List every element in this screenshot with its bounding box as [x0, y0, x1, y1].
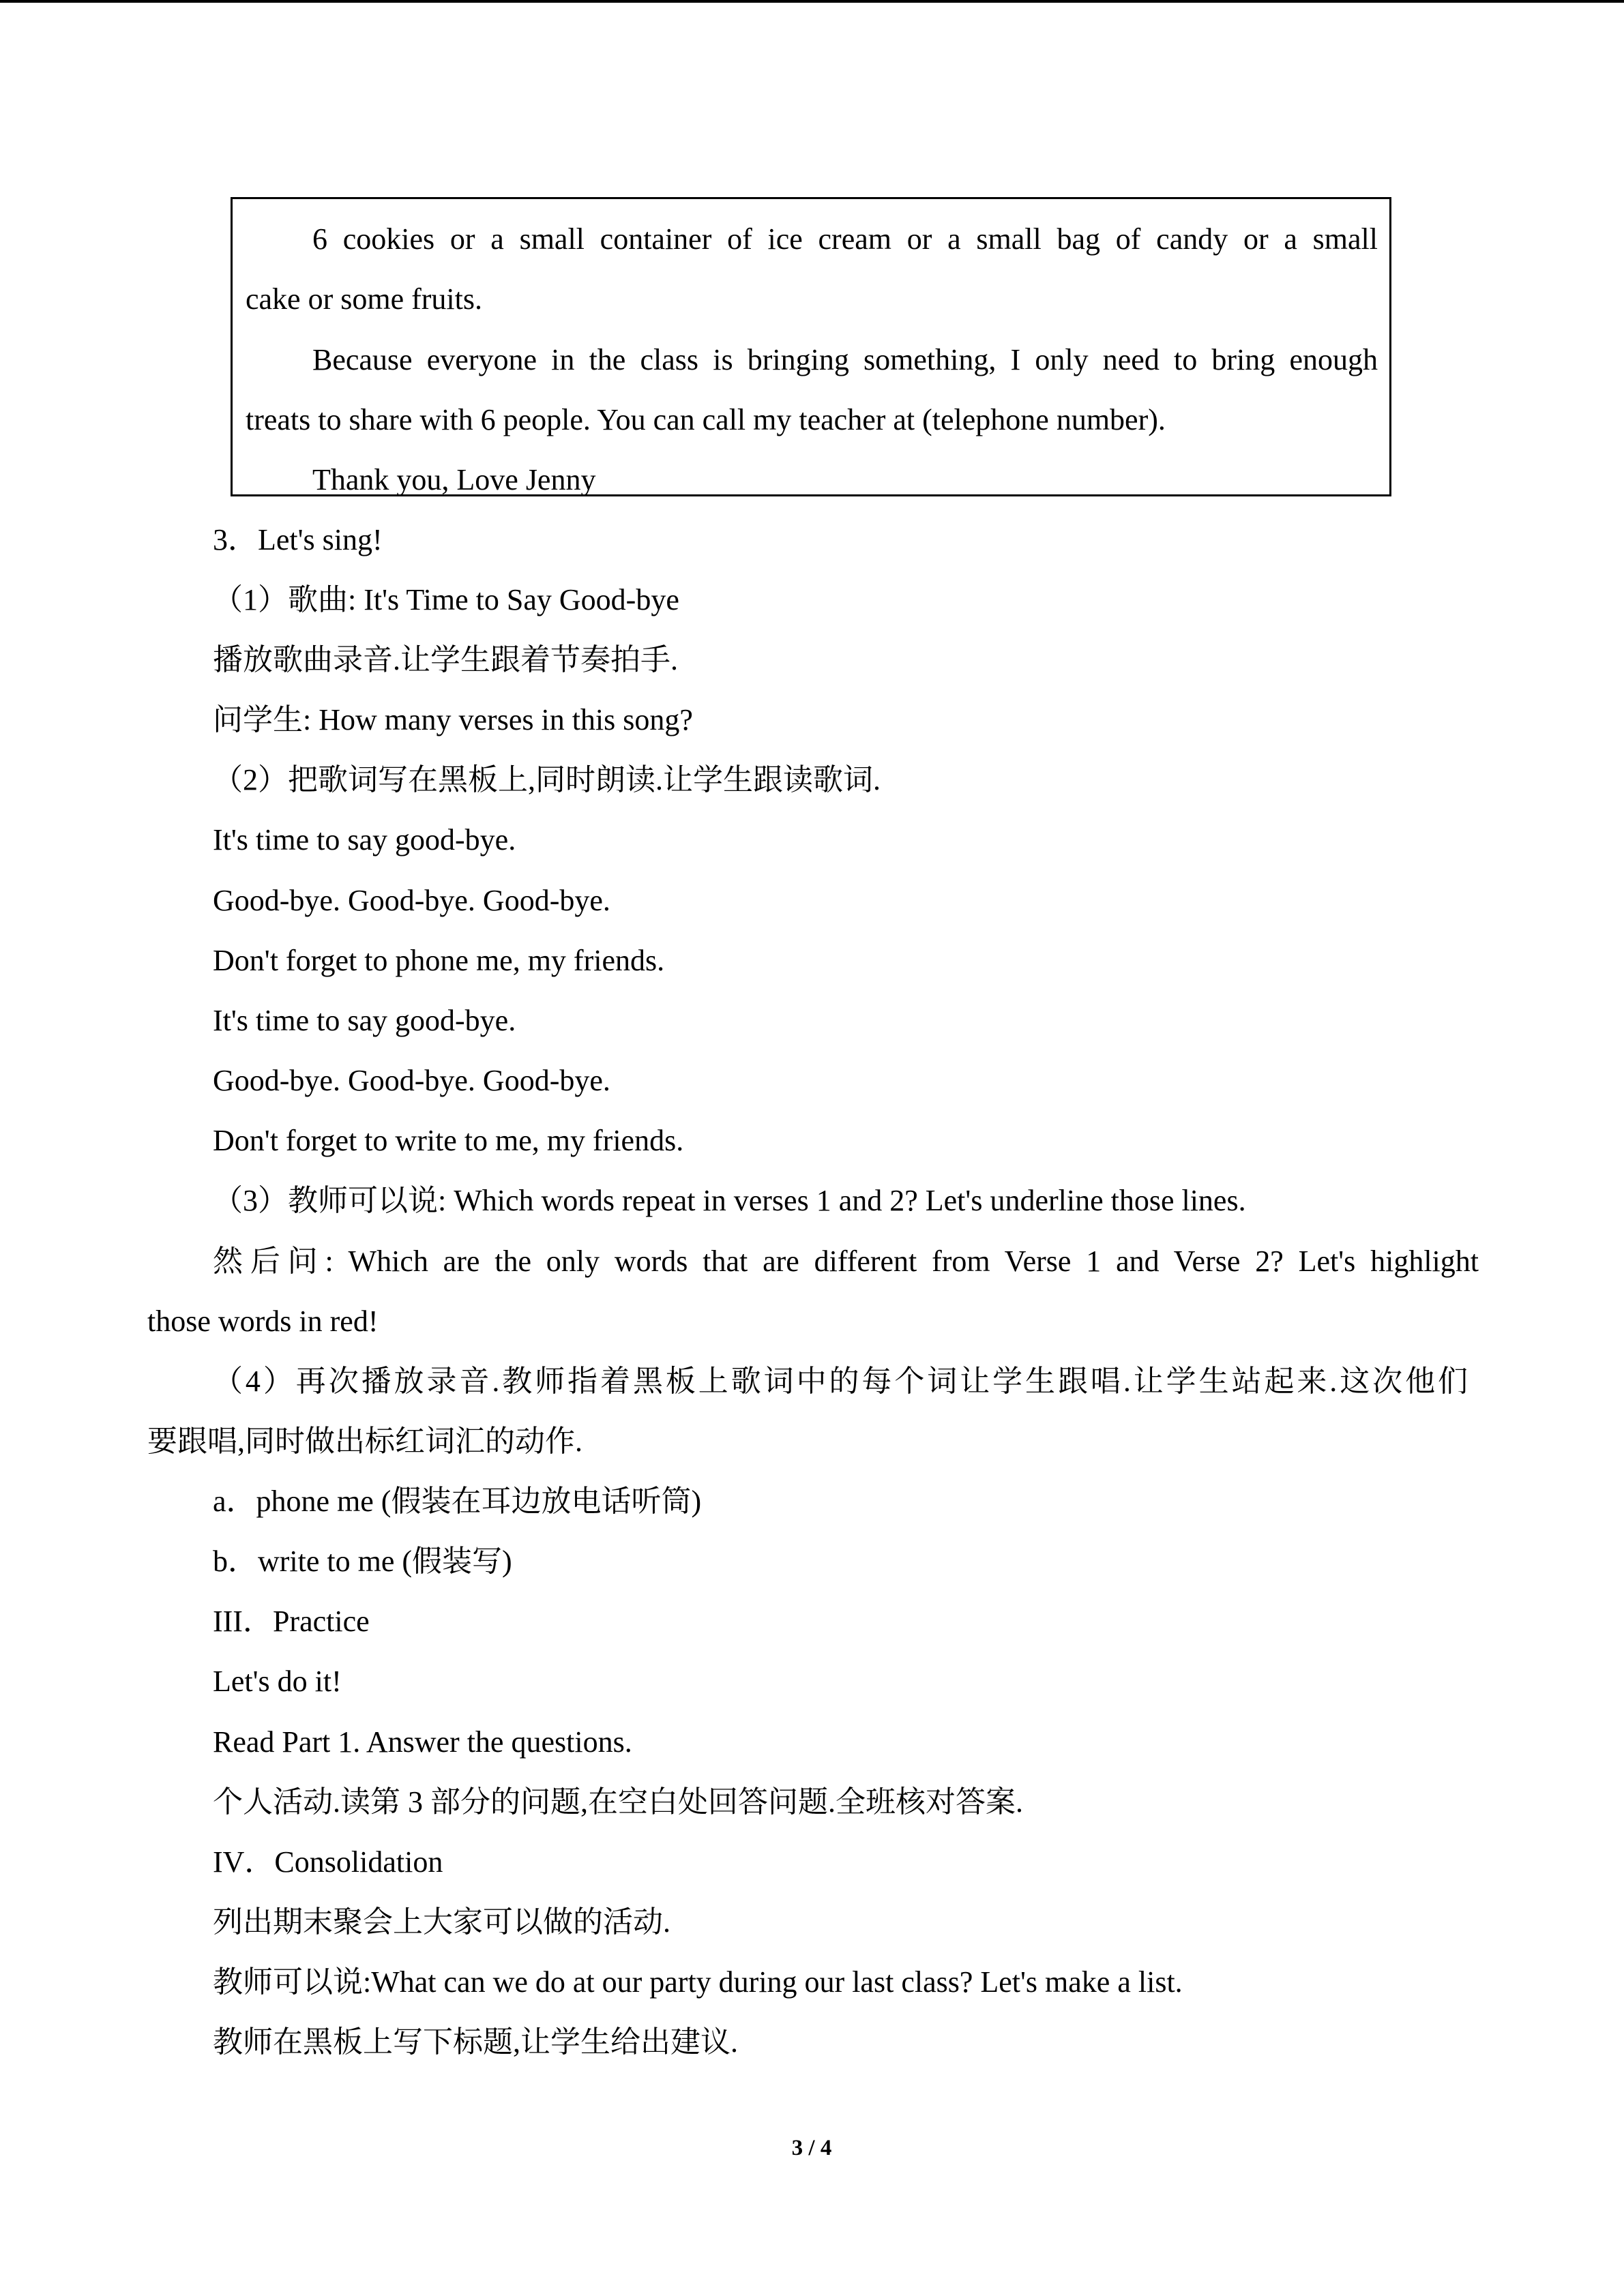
section-heading: IV．Consolidation	[213, 1845, 443, 1879]
section-heading: 3．Let's sing!	[213, 523, 383, 556]
lyric-line: Don't forget to write to me, my friends.	[213, 1124, 684, 1157]
paragraph: （1）歌曲: It's Time to Say Good-bye	[213, 583, 679, 616]
lyric-line: It's time to say good-bye.	[213, 1004, 516, 1037]
page-top-border	[0, 0, 1624, 3]
paragraph: 列出期末聚会上大家可以做的活动.	[213, 1905, 670, 1939]
letter-line: treats to share with 6 people. You can call my teacher at (telephone number).	[246, 403, 1166, 436]
list-item: a．phone me (假装在耳边放电话听筒)	[213, 1485, 702, 1518]
paragraph: （3）教师可以说: Which words repeat in verses 1 and 2? Let's underline those lines.	[213, 1184, 1246, 1217]
paragraph: 教师在黑板上写下标题,让学生给出建议.	[213, 2025, 738, 2059]
lyric-line: Don't forget to phone me, my friends.	[213, 944, 665, 977]
letter-signature: Thank you, Love Jenny	[312, 463, 596, 496]
page-number: 3 / 4	[791, 2136, 832, 2160]
lyric-line: Good-bye. Good-bye. Good-bye.	[213, 884, 610, 917]
letter-line: 6 cookies or a small container of ice cream or a small bag of candy or a small	[312, 222, 1378, 256]
paragraph: 教师可以说:What can we do at our party during our last class? Let's make a list.	[213, 1965, 1183, 1999]
lyric-line: Good-bye. Good-bye. Good-bye.	[213, 1064, 610, 1097]
letter-line: cake or some fruits.	[246, 282, 482, 316]
paragraph: 要跟唱,同时做出标红词汇的动作.	[147, 1425, 582, 1458]
paragraph: 播放歌曲录音.让学生跟着节奏拍手.	[213, 643, 678, 676]
paragraph: 然后问: Which are the only words that are different from Verse 1 and Verse 2? Let's highlight	[213, 1244, 1479, 1278]
paragraph: Let's do it!	[213, 1665, 342, 1698]
letter-line: Because everyone in the class is bringing something, I only need to bring enough	[312, 343, 1378, 376]
paragraph: Read Part 1. Answer the questions.	[213, 1725, 632, 1759]
paragraph: （4）再次播放录音.教师指着黑板上歌词中的每个词让学生跟唱.让学生站起来.这次他们	[213, 1365, 1468, 1398]
paragraph: those words in red!	[147, 1304, 379, 1338]
list-item: b．write to me (假装写)	[213, 1545, 512, 1578]
section-heading: III．Practice	[213, 1605, 370, 1638]
paragraph: （2）把歌词写在黑板上,同时朗读.让学生跟读歌词.	[213, 763, 881, 796]
paragraph: 问学生: How many verses in this song?	[213, 703, 693, 736]
lyric-line: It's time to say good-bye.	[213, 823, 516, 856]
paragraph: 个人活动.读第 3 部分的问题,在空白处回答问题.全班核对答案.	[213, 1785, 1023, 1819]
